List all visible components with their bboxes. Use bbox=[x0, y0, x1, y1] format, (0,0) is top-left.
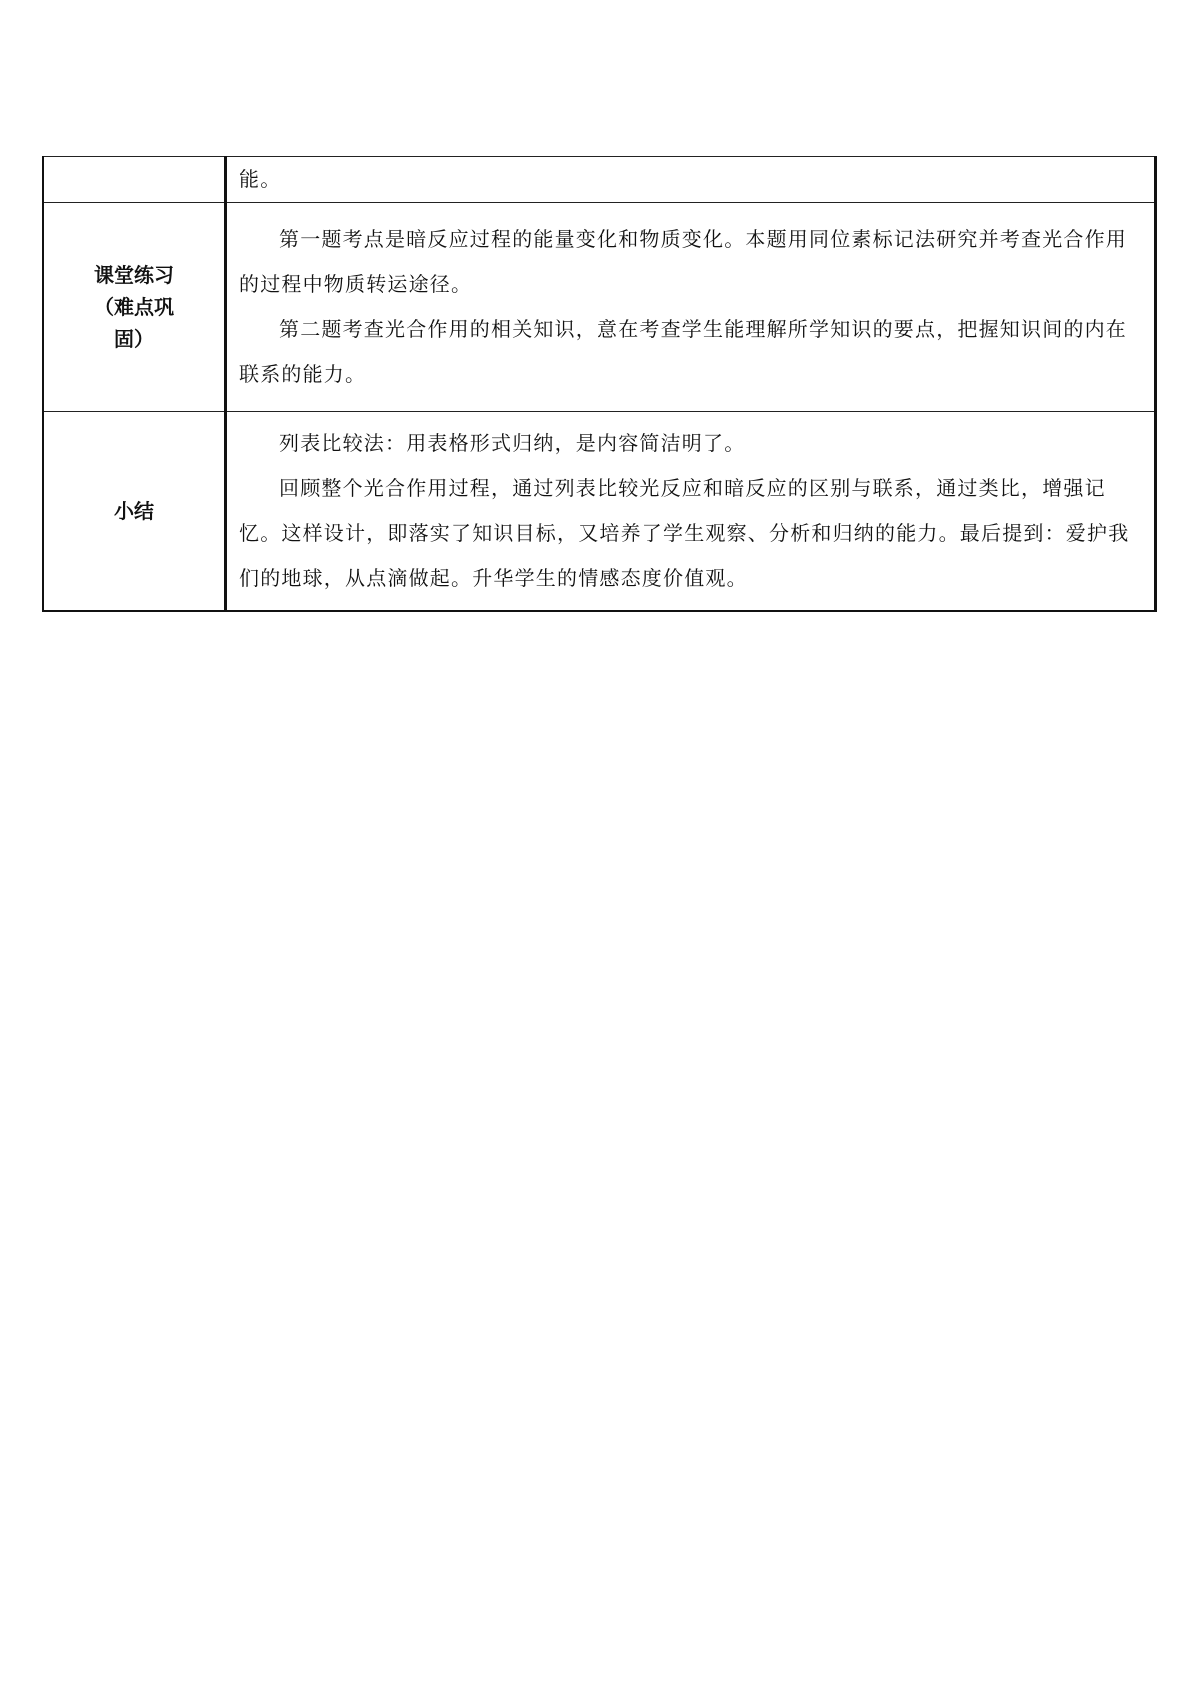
table-row-continuation bbox=[43, 157, 1156, 203]
label-line: （难点巩 bbox=[94, 295, 174, 319]
practice-paragraph: 第二题考查光合作用的相关知识，意在考查学生能理解所学知识的要点，把握知识间的内在联系的能力。 bbox=[239, 317, 1127, 386]
row-label-practice bbox=[43, 203, 226, 412]
summary-paragraph: 列表比较法：用表格形式归纳，是内容简洁明了。 bbox=[279, 431, 746, 455]
table-row-summary bbox=[43, 412, 1156, 612]
table-row-practice bbox=[43, 203, 1156, 412]
label-line: 小结 bbox=[114, 499, 154, 523]
lesson-plan-table bbox=[42, 156, 1157, 612]
summary-paragraph: 回顾整个光合作用过程，通过列表比较光反应和暗反应的区别与联系，通过类比，增强记忆。这样设计，即落实了知识目标，又培养了学生观察、分析和归纳的能力。最后提到：爱护我们的地球，从点滴做起。升华学生的情感态度价值观。 bbox=[239, 476, 1130, 590]
row-content-summary bbox=[226, 412, 1156, 612]
row-label-empty bbox=[43, 157, 226, 203]
row-content-practice bbox=[226, 203, 1156, 412]
practice-paragraph: 第一题考点是暗反应过程的能量变化和物质变化。本题用同位素标记法研究并考查光合作用的过程中物质转运途径。 bbox=[239, 227, 1127, 296]
row-content-continuation bbox=[226, 157, 1156, 203]
label-line: 固） bbox=[114, 327, 154, 351]
row-label-summary bbox=[43, 412, 226, 612]
label-line: 课堂练习 bbox=[94, 263, 174, 287]
continuation-text: 能。 bbox=[239, 167, 282, 191]
